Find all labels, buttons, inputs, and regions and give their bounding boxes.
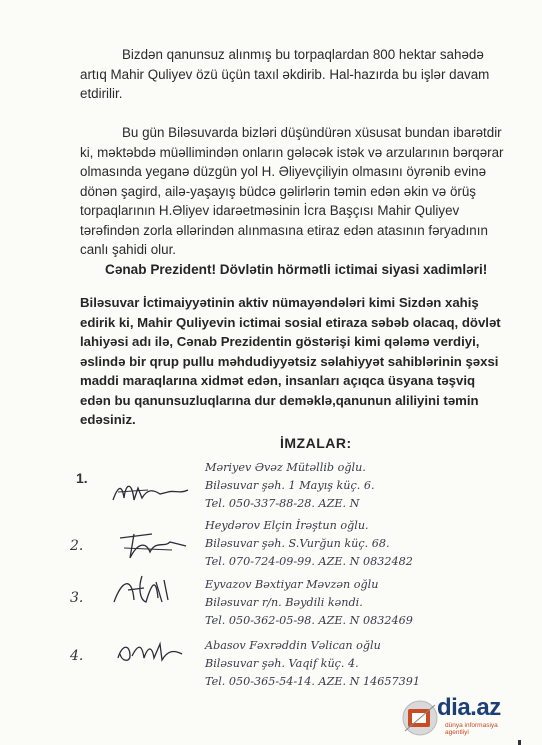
signatory-2-address: Biləsuvar şəh. S.Vurğun küç. 68. [205,537,390,550]
signatory-3-details [205,576,505,630]
signatory-2-details [205,517,505,571]
signatory-1-name: Məriyev Əvəz Mütəllib oğlu. [205,461,366,474]
signature-number-1: 1. [76,470,88,486]
paragraph-2: Bu gün Biləsuvarda bizləri düşündürən xüsusat bundan ibarətdir ki, məktəbdə müəllimindən onların gələcək istək və arzularının bərqərar olmasında yeganə düzgün yol H. Əliyevçiliyin olmasını öyrənib evinə dönən şagird, ailə-yaşayış büdcə gəlirlərin təmin edən əkin və örüş torpaqlarının H.Əliyev idarəetməsinin İcra Başçısı Mahir Quliyev tərəfindən zorla əllərindən alınmasına etiraz edən atasının fəryadının canlı şahidi olur. [80,125,504,257]
address-heading: Cənab Prezident! Dövlətin hörmətli ictimai siyasi xadimləri! [105,262,488,277]
page-mark [518,740,521,745]
signatory-1-details [205,459,505,513]
watermark-tagline-1: dünya informasiya [445,722,498,729]
signatory-4-address: Biləsuvar şəh. Vaqif küç. 4. [205,657,359,670]
paragraph-1: Bizdən qanunsuz alınmış bu torpaqlardan 800 hektar sahədə artıq Mahir Quliyev özü üçün taxıl əkdirib. Hal-hazırda bu işlər davam etdirilir. [80,47,490,101]
watermark-tagline-2: agentliyi [445,729,469,736]
signature-number-4: 4. [70,648,84,664]
signatory-3-phone: Tel. 050-362-05-98. AZE. N 0832469 [205,614,413,627]
handwritten-signature-1 [108,478,193,506]
signatory-2-phone: Tel. 070-724-09-99. AZE. N 0832482 [205,555,413,568]
signatory-3-address: Biləsuvar r/n. Bəydili kəndi. [205,596,363,609]
signatory-4-details [205,637,505,691]
signatory-1-phone: Tel. 050-337-88-28. AZE. N [205,497,360,510]
signatory-2-name: Heydərov Elçin İrəştun oğlu. [205,519,369,532]
watermark-tagline [445,722,515,736]
signatory-4-phone: Tel. 050-365-54-14. AZE. N 14657391 [205,675,420,688]
handwritten-signature-4 [112,636,192,666]
watermark-brand: dia.az [437,694,501,721]
signatory-1-address: Biləsuvar şəh. 1 Mayış küç. 6. [205,479,375,492]
paragraph-3: Biləsuvar İctimaiyyətinin aktiv nümayəndələri kimi Sizdən xahiş edirik ki, Mahir Quliyevin ictimai sosial etiraza səbəb olacaq, dövlət lahiyəsi adı ilə, Cənab Prezidentin göstərişi kimi qələmə verdiyi, əslində bir qrup pullu məhdudiyyətsiz səlahiyyət sahiblərinin şəxsi maddi maraqlarına xidmət edən, insanları açıqca üsyana təşviq edən bu qanunsuzluqlarına dur deməklə,qanunun aliliyini təmin edəsiniz. [80,295,501,427]
signature-number-2: 2. [70,538,84,554]
signatures-title: İMZALAR: [280,435,352,451]
handwritten-signature-2 [112,528,192,562]
signatory-4-name: Abasov Fəxrəddin Vəlican oğlu [205,639,381,652]
signature-number-3: 3. [70,590,84,606]
handwritten-signature-3 [108,572,188,608]
signatory-3-name: Eyvazov Bəxtiyar Məvzən oğlu [205,578,379,591]
